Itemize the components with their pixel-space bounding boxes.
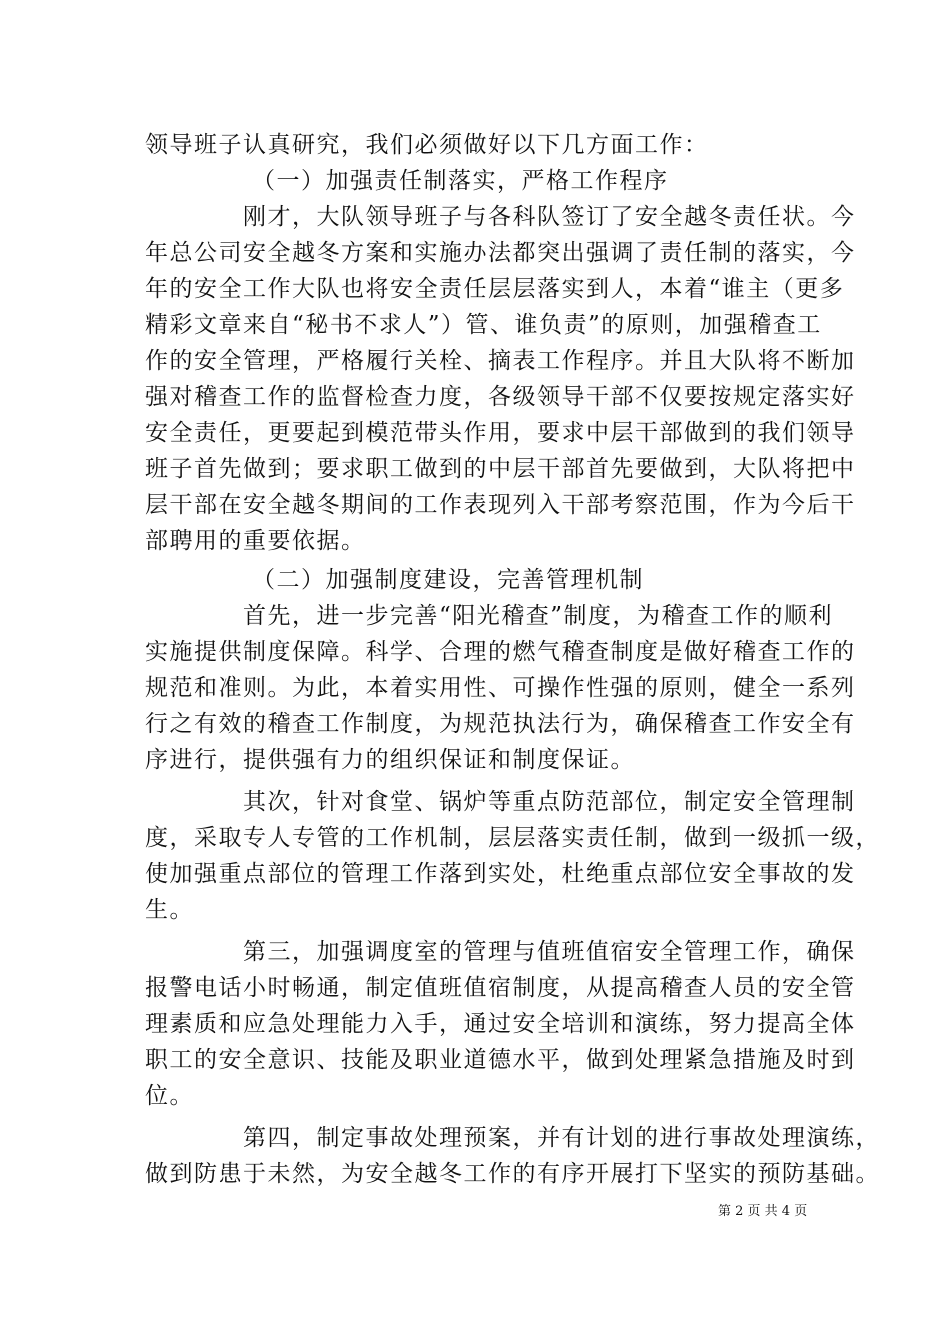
section-heading: （一）加强责任制落实，严格工作程序 xyxy=(252,168,669,194)
text-line: 理素质和应急处理能力入手，通过安全培训和演练，努力提高全体 xyxy=(145,1011,856,1037)
section-heading: （二）加强制度建设，完善管理机制 xyxy=(252,567,644,593)
text-line: 度，采取专人专管的工作机制，层层落实责任制，做到一级抓一级， xyxy=(145,825,880,851)
text-line: 层干部在安全越冬期间的工作表现列入干部考察范围，作为今后干 xyxy=(145,492,856,518)
text-line: 报警电话小时畅通，制定值班值宿制度，从提高稽查人员的安全管 xyxy=(145,975,856,1001)
text-line: 年的安全工作大队也将安全责任层层落实到人，本着“谁主（更多 xyxy=(145,276,845,302)
text-line: 规范和准则。为此，本着实用性、可操作性强的原则，健全一系列 xyxy=(145,675,856,701)
text-line: 生。 xyxy=(145,897,194,923)
text-line: 强对稽查工作的监督检查力度，各级领导干部不仅要按规定落实好 xyxy=(145,384,856,410)
paragraph-first-line: 第三，加强调度室的管理与值班值宿安全管理工作，确保 xyxy=(243,939,856,965)
text-line: 作的安全管理，严格履行关栓、摘表工作程序。并且大队将不断加 xyxy=(145,348,856,374)
text-line: 职工的安全意识、技能及职业道德水平，做到处理紧急措施及时到 xyxy=(145,1047,856,1073)
text-line: 位。 xyxy=(145,1083,194,1109)
text-line: 精彩文章来自“秘书不求人”）管、谁负责”的原则，加强稽查工 xyxy=(145,312,822,338)
text-line: 实施提供制度保障。科学、合理的燃气稽查制度是做好稽查工作的 xyxy=(145,639,856,665)
paragraph-first-line: 刚才，大队领导班子与各科队签订了安全越冬责任状。今 xyxy=(243,204,856,230)
paragraph-first-line: 首先，进一步完善“阳光稽查”制度，为稽查工作的顺利 xyxy=(243,603,834,629)
text-line: 领导班子认真研究，我们必须做好以下几方面工作： xyxy=(145,132,709,158)
text-line: 做到防患于未然，为安全越冬工作的有序开展打下坚实的预防基础。 xyxy=(145,1161,880,1187)
text-line: 安全责任，更要起到模范带头作用，要求中层干部做到的我们领导 xyxy=(145,420,856,446)
text-line: 部聘用的重要依据。 xyxy=(145,528,366,554)
text-line: 使加强重点部位的管理工作落到实处，杜绝重点部位安全事故的发 xyxy=(145,861,856,887)
paragraph-first-line: 第四，制定事故处理预案，并有计划的进行事故处理演练， xyxy=(243,1125,880,1151)
text-line: 行之有效的稽查工作制度，为规范执法行为，确保稽查工作安全有 xyxy=(145,711,856,737)
paragraph-first-line: 其次，针对食堂、锅炉等重点防范部位，制定安全管理制 xyxy=(243,789,856,815)
page-number-footer: 第 2 页 共 4 页 xyxy=(718,1204,808,1219)
text-line: 年总公司安全越冬方案和实施办法都突出强调了责任制的落实，今 xyxy=(145,240,856,266)
text-line: 序进行，提供强有力的组织保证和制度保证。 xyxy=(145,747,635,773)
text-line: 班子首先做到；要求职工做到的中层干部首先要做到，大队将把中 xyxy=(145,456,856,482)
